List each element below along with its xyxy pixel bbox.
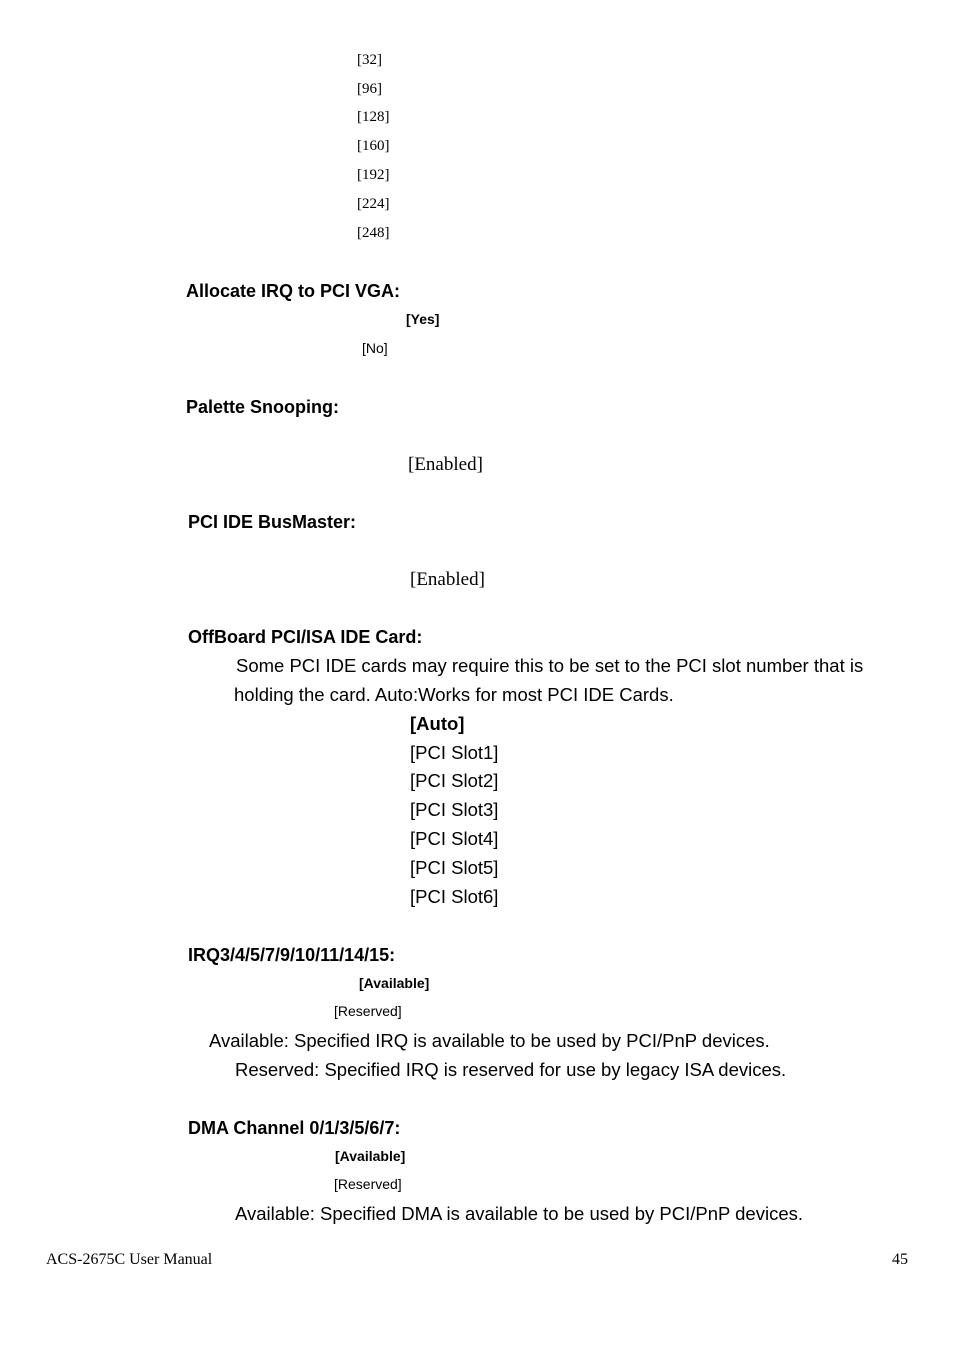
palette-snooping-option: [Enabled] — [408, 454, 483, 475]
irq-description-available: Available: Specified IRQ is available to be used by PCI/PnP devices. — [209, 1030, 770, 1051]
offboard-ide-option-slot1: [PCI Slot1] — [410, 742, 499, 763]
palette-snooping-heading: Palette Snooping: — [186, 397, 339, 417]
allocate-irq-option-yes: [Yes] — [406, 311, 440, 327]
offboard-ide-description-line1: Some PCI IDE cards may require this to be set to the PCI slot number that is — [236, 655, 864, 676]
offboard-ide-option-slot3: [PCI Slot3] — [410, 799, 499, 820]
offboard-ide-option-slot4: [PCI Slot4] — [410, 828, 499, 849]
allocate-irq-heading: Allocate IRQ to PCI VGA: — [186, 281, 401, 301]
footer-manual-title: ACS-2675C User Manual — [46, 1251, 213, 1268]
option-248: [248] — [357, 225, 390, 241]
offboard-ide-option-slot5: [PCI Slot5] — [410, 857, 499, 878]
dma-option-available: [Available] — [335, 1148, 406, 1164]
option-224: [224] — [357, 196, 390, 212]
offboard-ide-description-line2: holding the card. Auto:Works for most PCI IDE Cards. — [234, 684, 674, 705]
irq-heading: IRQ3/4/5/7/9/10/11/14/15: — [188, 945, 396, 965]
option-128: [128] — [357, 109, 390, 125]
offboard-ide-option-slot6: [PCI Slot6] — [410, 886, 499, 907]
dma-option-reserved: [Reserved] — [334, 1176, 402, 1192]
option-96: [96] — [357, 81, 382, 97]
pci-ide-busmaster-option: [Enabled] — [410, 569, 485, 590]
footer-page-number: 45 — [892, 1251, 908, 1268]
irq-description-reserved: Reserved: Specified IRQ is reserved for use by legacy ISA devices. — [235, 1059, 787, 1080]
dma-description-available: Available: Specified DMA is available to be used by PCI/PnP devices. — [235, 1203, 803, 1224]
option-192: [192] — [357, 167, 390, 183]
option-160: [160] — [357, 138, 390, 154]
irq-option-available: [Available] — [359, 975, 430, 991]
offboard-ide-option-slot2: [PCI Slot2] — [410, 770, 499, 791]
offboard-ide-heading: OffBoard PCI/ISA IDE Card: — [188, 627, 423, 647]
irq-option-reserved: [Reserved] — [334, 1003, 402, 1019]
option-32: [32] — [357, 52, 382, 68]
offboard-ide-option-auto: [Auto] — [410, 713, 465, 734]
allocate-irq-option-no: [No] — [362, 340, 388, 356]
dma-heading: DMA Channel 0/1/3/5/6/7: — [188, 1118, 401, 1138]
pci-ide-busmaster-heading: PCI IDE BusMaster: — [188, 512, 357, 532]
